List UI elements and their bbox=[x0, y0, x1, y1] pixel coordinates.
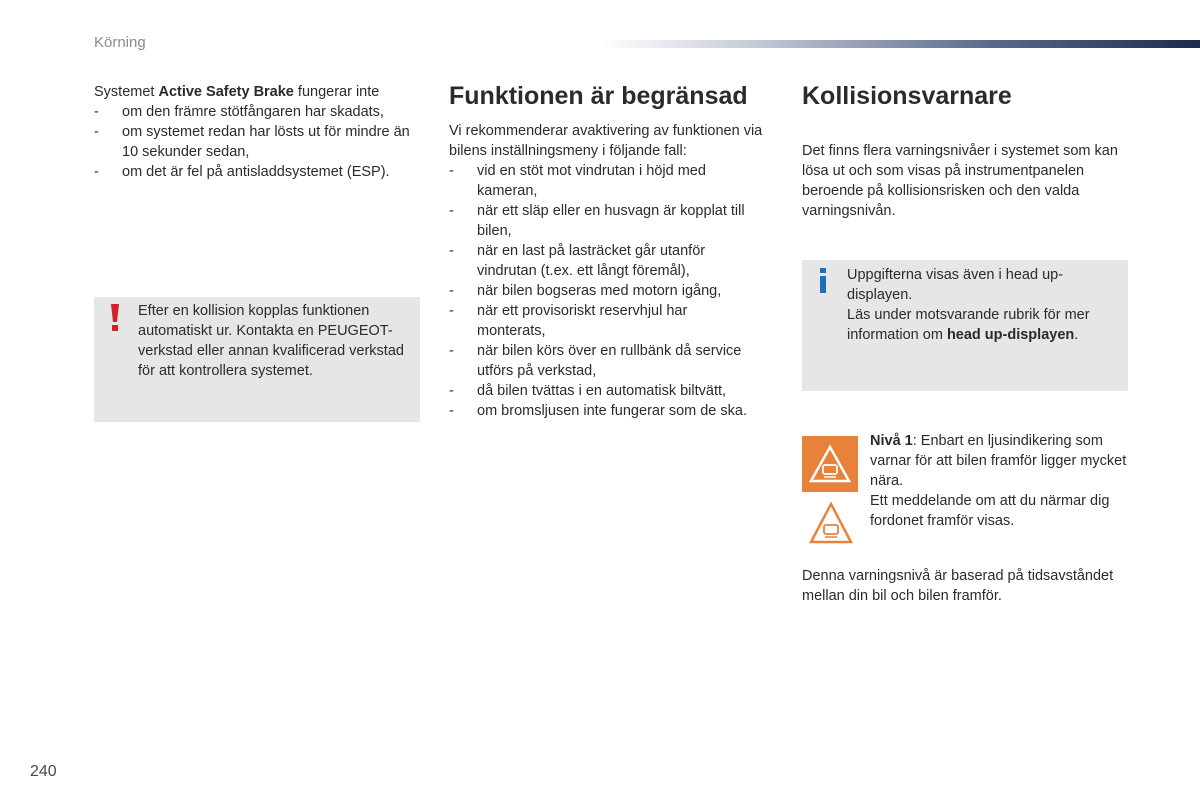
header-gradient-bar bbox=[600, 40, 1200, 48]
warning-text: Efter en kollision kopplas funktionen automatiskt ur. Kontakta en PEUGEOT-verkstad eller annan kvalificerad verkstad för att kontrollera systemet. bbox=[138, 303, 404, 379]
level-1-block bbox=[870, 431, 1132, 531]
info-line-1: Uppgifterna visas även i head up-displayen. bbox=[847, 267, 1064, 303]
list-item: - när ett provisoriskt reservhjul har monterats, bbox=[449, 301, 737, 341]
section-title-collision: Kollisionsvarnare bbox=[802, 82, 1012, 110]
col2-intro: Vi rekommenderar avaktivering av funktionen via bilens inställningsmeny i följande fall: bbox=[449, 123, 763, 159]
section-title-limited: Funktionen är begränsad bbox=[449, 82, 748, 110]
col1-intro: Systemet Active Safety Brake fungerar inte bbox=[94, 84, 380, 100]
info-line-2: Läs under motsvarande rubrik för mer information om head up-displayen. bbox=[847, 307, 1090, 343]
list-item: - om bromsljusen inte fungerar som de ska. bbox=[449, 401, 769, 421]
column-1 bbox=[94, 82, 424, 182]
list-item: - när en last på lasträcket går utanför vindrutan (t.ex. ett långt föremål), bbox=[449, 241, 737, 281]
level-label: Nivå 1 bbox=[870, 433, 913, 449]
col3-footer: Denna varningsnivå är baserad på tidsavståndet mellan din bil och bilen framför. bbox=[802, 568, 1114, 604]
section-label: Körning bbox=[94, 34, 146, 51]
exclamation-icon bbox=[108, 302, 122, 334]
page-number: 240 bbox=[30, 763, 57, 780]
list-item: - om det är fel på antisladdsystemet (ESP). bbox=[94, 162, 424, 182]
col3-intro: Det finns flera varningsnivåer i systemet som kan lösa ut och som visas på instrumentpanelen beroende på kollisionsrisken och den valda varningsnivån. bbox=[802, 143, 1118, 219]
list-item: - då bilen tvättas i en automatisk biltvätt, bbox=[449, 381, 769, 401]
list-item: - när bilen körs över en rullbänk då service utförs på verkstad, bbox=[449, 341, 767, 381]
col1-list bbox=[94, 102, 424, 182]
level-1-text: Nivå 1: Enbart en ljusindikering som varnar för att bilen framför ligger mycket nära. bbox=[870, 433, 1127, 489]
info-text bbox=[847, 265, 1117, 345]
list-item: - när bilen bogseras med motorn igång, bbox=[449, 281, 769, 301]
collision-warning-icon bbox=[808, 501, 854, 547]
column-3 bbox=[802, 81, 1132, 221]
info-icon bbox=[817, 268, 829, 294]
list-item: - om den främre stötfångaren har skadats, bbox=[94, 102, 424, 122]
system-name: Active Safety Brake bbox=[158, 84, 294, 100]
collision-alert-icon bbox=[802, 436, 858, 492]
list-item: - vid en stöt mot vindrutan i höjd med kameran, bbox=[449, 161, 737, 201]
list-item: - när ett släp eller en husvagn är kopplat till bilen, bbox=[449, 201, 769, 241]
col2-list bbox=[449, 161, 769, 421]
hud-term: head up-displayen bbox=[946, 327, 1075, 343]
level-1-text-2: Ett meddelande om att du närmar dig fordonet framför visas. bbox=[870, 493, 1110, 529]
list-item: - om systemet redan har lösts ut för mindre än 10 sekunder sedan, bbox=[94, 122, 412, 162]
column-2 bbox=[449, 81, 769, 421]
